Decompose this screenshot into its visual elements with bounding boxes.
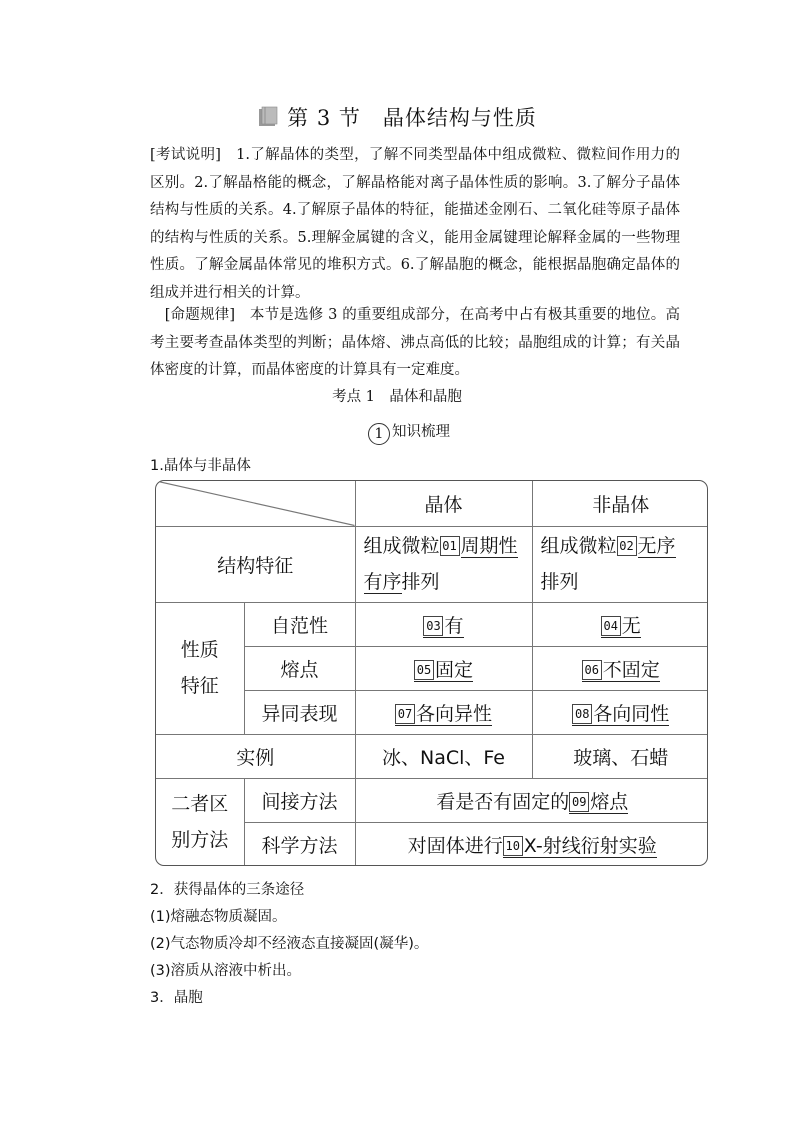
blank-number: 08 bbox=[572, 704, 592, 724]
rule-text: 本节是选修 3 的重要组成部分，在高考中占有极其重要的地位。高考主要考查晶体类型的判断；晶体熔、沸点高低的比较；晶胞组成的计算；有关晶体密度的计算，而晶体密度的计算具有一定难度。 bbox=[150, 307, 680, 378]
blank-number: 05 bbox=[414, 660, 434, 680]
property-name: 熔点 bbox=[244, 646, 355, 690]
structure-crystal bbox=[355, 526, 532, 602]
indirect-method bbox=[355, 778, 708, 822]
way-item: (3)溶质从溶液中析出。 bbox=[150, 963, 302, 979]
subheading-3: 3．晶胞 bbox=[150, 990, 203, 1006]
science-method bbox=[355, 822, 708, 866]
distinguish-label bbox=[156, 778, 244, 866]
rule-tag: [命题规律] bbox=[164, 307, 235, 323]
answer-text: 周期性有序 bbox=[363, 535, 518, 593]
property-name: 自范性 bbox=[244, 602, 355, 646]
section-number: 第 3 节 bbox=[287, 106, 361, 130]
exam-desc-tag: [考试说明] bbox=[150, 147, 221, 163]
answer-text: 熔点 bbox=[590, 790, 629, 813]
science-label: 科学方法 bbox=[244, 822, 355, 866]
blank-number: 03 bbox=[423, 616, 443, 636]
header-noncrystal: 非晶体 bbox=[532, 481, 708, 526]
kaodian-heading: 考点 1 晶体和晶胞 bbox=[332, 389, 462, 405]
answer-text: 无 bbox=[621, 614, 641, 637]
diagonal-header-cell bbox=[156, 481, 355, 526]
blank-number: 06 bbox=[582, 660, 602, 680]
example-crystal: 冰、NaCl、Fe bbox=[355, 734, 532, 778]
structure-noncrystal bbox=[532, 526, 708, 602]
answer-text: 有 bbox=[444, 614, 464, 637]
property-label-1: 性质 bbox=[180, 639, 219, 661]
science-pre: 对固体进行 bbox=[407, 834, 503, 857]
way-item: (1)熔融态物质凝固。 bbox=[150, 909, 287, 925]
indirect-label: 间接方法 bbox=[244, 778, 355, 822]
blank-number: 02 bbox=[617, 536, 637, 556]
example-noncrystal: 玻璃、石蜡 bbox=[532, 734, 708, 778]
subheading-1: 1.晶体与非晶体 bbox=[150, 458, 251, 474]
property-crystal bbox=[355, 690, 532, 734]
structure-non-post: 排列 bbox=[540, 571, 579, 593]
circle-number: 1 bbox=[368, 423, 390, 445]
way-item: (2)气态物质冷却不经液态直接凝固(凝华)。 bbox=[150, 936, 429, 952]
property-name: 异同表现 bbox=[244, 690, 355, 734]
answer-text: 不固定 bbox=[602, 658, 660, 681]
property-label bbox=[156, 602, 244, 734]
structure-non-pre: 组成微粒 bbox=[540, 535, 617, 557]
answer-text: 固定 bbox=[434, 658, 473, 681]
book-icon bbox=[257, 106, 279, 133]
property-noncrystal bbox=[532, 646, 708, 690]
indirect-pre: 看是否有固定的 bbox=[436, 790, 570, 813]
distinguish-label-2: 别方法 bbox=[171, 829, 229, 851]
subheading-2: 2．获得晶体的三条途径 bbox=[150, 882, 305, 898]
answer-text: 各向同性 bbox=[593, 702, 670, 725]
property-crystal bbox=[355, 602, 532, 646]
example-label: 实例 bbox=[156, 734, 355, 778]
answer-text: 各向异性 bbox=[415, 702, 492, 725]
blank-number: 01 bbox=[440, 536, 460, 556]
zhishi-heading bbox=[368, 420, 450, 445]
blank-number: 10 bbox=[503, 836, 523, 856]
proposition-rule bbox=[150, 302, 680, 385]
structure-crystal-post: 排列 bbox=[401, 571, 440, 593]
answer-text: 无序 bbox=[637, 535, 676, 557]
section-title bbox=[0, 102, 794, 133]
comparison-table bbox=[155, 480, 708, 866]
answer-text: X-射线衍射实验 bbox=[523, 834, 657, 857]
structure-label: 结构特征 bbox=[156, 526, 355, 602]
property-noncrystal bbox=[532, 690, 708, 734]
blank-number: 04 bbox=[601, 616, 621, 636]
property-label-2: 特征 bbox=[180, 675, 219, 697]
blank-number: 09 bbox=[569, 792, 589, 812]
structure-crystal-pre: 组成微粒 bbox=[363, 535, 440, 557]
zhishi-label: 知识梳理 bbox=[392, 424, 450, 440]
property-crystal bbox=[355, 646, 532, 690]
header-crystal: 晶体 bbox=[355, 481, 532, 526]
property-noncrystal bbox=[532, 602, 708, 646]
blank-number: 07 bbox=[395, 704, 415, 724]
section-name: 晶体结构与性质 bbox=[382, 106, 537, 130]
exam-description bbox=[150, 142, 680, 307]
exam-desc-text: 1.了解晶体的类型，了解不同类型晶体中组成微粒、微粒间作用力的区别。2.了解晶格能的概念，了解晶格能对离子晶体性质的影响。3.了解分子晶体结构与性质的关系。4.了解原子晶体的特征，能描述金刚石、二氧化硅等原子晶体的结构与性质的关系。5.理解金属键的含义，能用金属键理论解释金属的一些物理性质。了解金属晶体常见的堆积方式。6.了解晶胞的概念，能根据晶胞确定晶体的组成并进行相关的计算。 bbox=[150, 147, 681, 301]
distinguish-label-1: 二者区 bbox=[171, 793, 229, 815]
